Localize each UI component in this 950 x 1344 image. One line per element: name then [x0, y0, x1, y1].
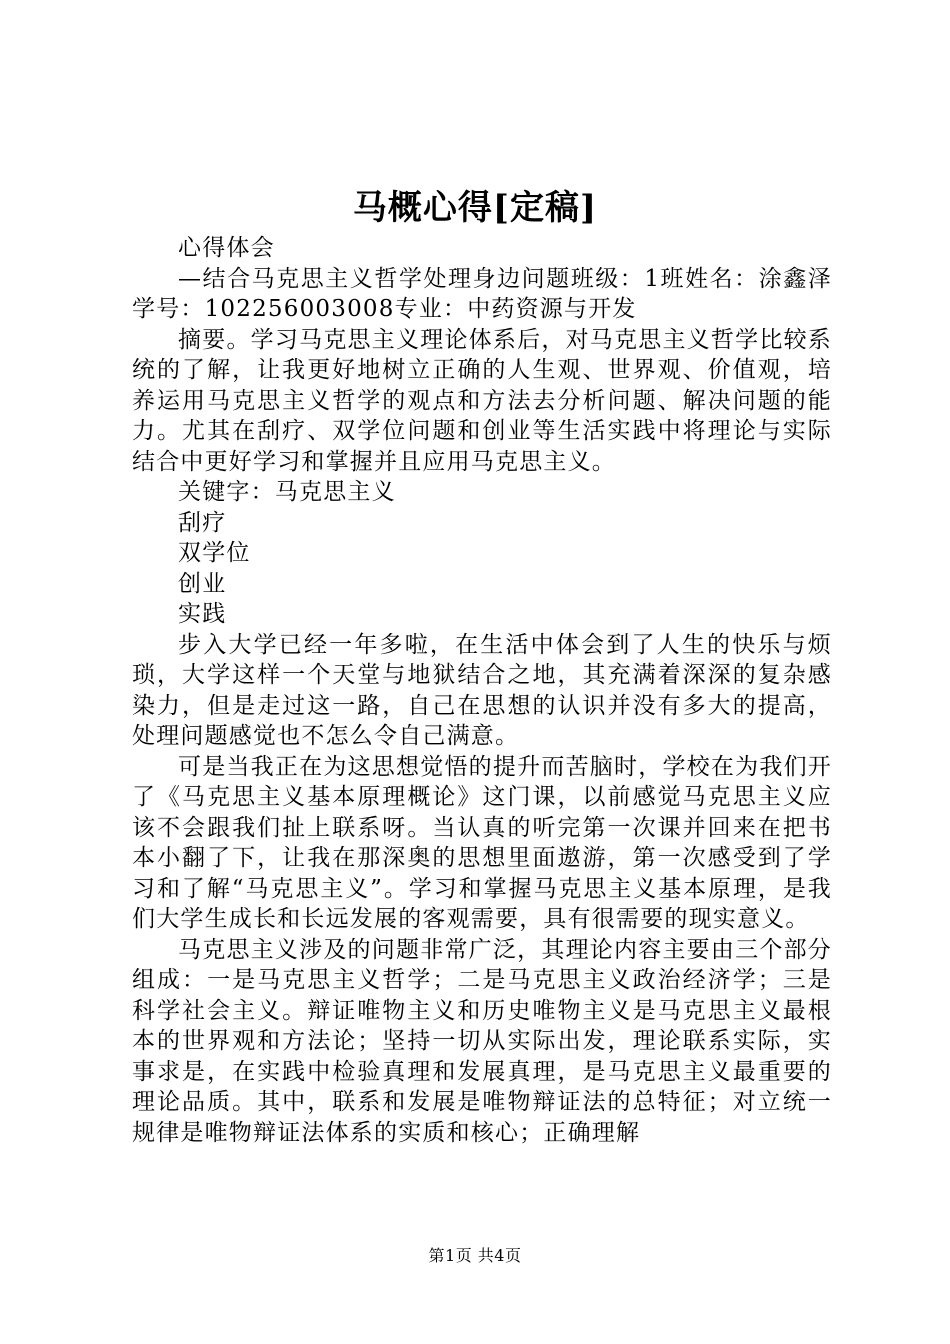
document-body: [132, 233, 832, 1148]
page-number-footer: 第1页 共4页: [428, 1246, 522, 1265]
document-title: 马概心得[定稿]: [352, 188, 598, 228]
body-paragraph: 步入大学已经一年多啦，在生活中体会到了人生的快乐与烦琐，大学这样一个天堂与地狱结合之地，其充满着深深的复杂感染力，但是走过这一路，自己在思想的认识并没有多大的提高，处理问题感觉也不怎么令自己满意。: [132, 631, 832, 749]
keyword-item: 刮疗: [178, 509, 227, 536]
body-paragraph: 马克思主义涉及的问题非常广泛，其理论内容主要由三个部分组成：一是马克思主义哲学；二是马克思主义政治经济学；三是科学社会主义。辩证唯物主义和历史唯物主义是马克思主义最根本的世界观和方法论；坚持一切从实际出发，理论联系实际，实事求是，在实践中检验真理和发展真理，是马克思主义最重要的理论品质。其中，联系和发展是唯物辩证法的总特征；对立统一规律是唯物辩证法体系的实质和核心；正确理解: [132, 936, 832, 1146]
keyword-item: 实践: [178, 601, 227, 627]
body-paragraph: 可是当我正在为这思想觉悟的提升而苦脑时，学校在为我们开了《马克思主义基本原理概论》这门课，以前感觉马克思主义应该不会跟我们扯上联系呀。当认真的听完第一次课并回来在把书本小翻了下，让我在那深奥的思想里面遨游，第一次感受到了学习和了解“马克思主义”。学习和掌握马克思主义基本原理，是我们大学生成长和长远发展的客观需要，具有很需要的现实意义。: [132, 753, 832, 932]
paragraph-abstract: 摘要。学习马克思主义理论体系后，对马克思主义哲学比较系统的了解，让我更好地树立正确的人生观、世界观、价值观，培养运用马克思主义哲学的观点和方法去分析问题、解决问题的能力。尤其在刮疗、双学位问题和创业等生活实践中将理论与实际结合中更好学习和掌握并且应用马克思主义。: [132, 326, 832, 475]
paragraph-keywords: 关键字：马克思主义: [178, 479, 396, 505]
keyword-item: 创业: [178, 570, 227, 597]
paragraph-subtitle-info: —结合马克思主义哲学处理身边问题班级：1班姓名：涂鑫泽学号：102256003008专业：中药资源与开发: [132, 265, 832, 322]
paragraph-heading: 心得体会: [178, 235, 275, 261]
keyword-item: 双学位: [178, 540, 251, 566]
